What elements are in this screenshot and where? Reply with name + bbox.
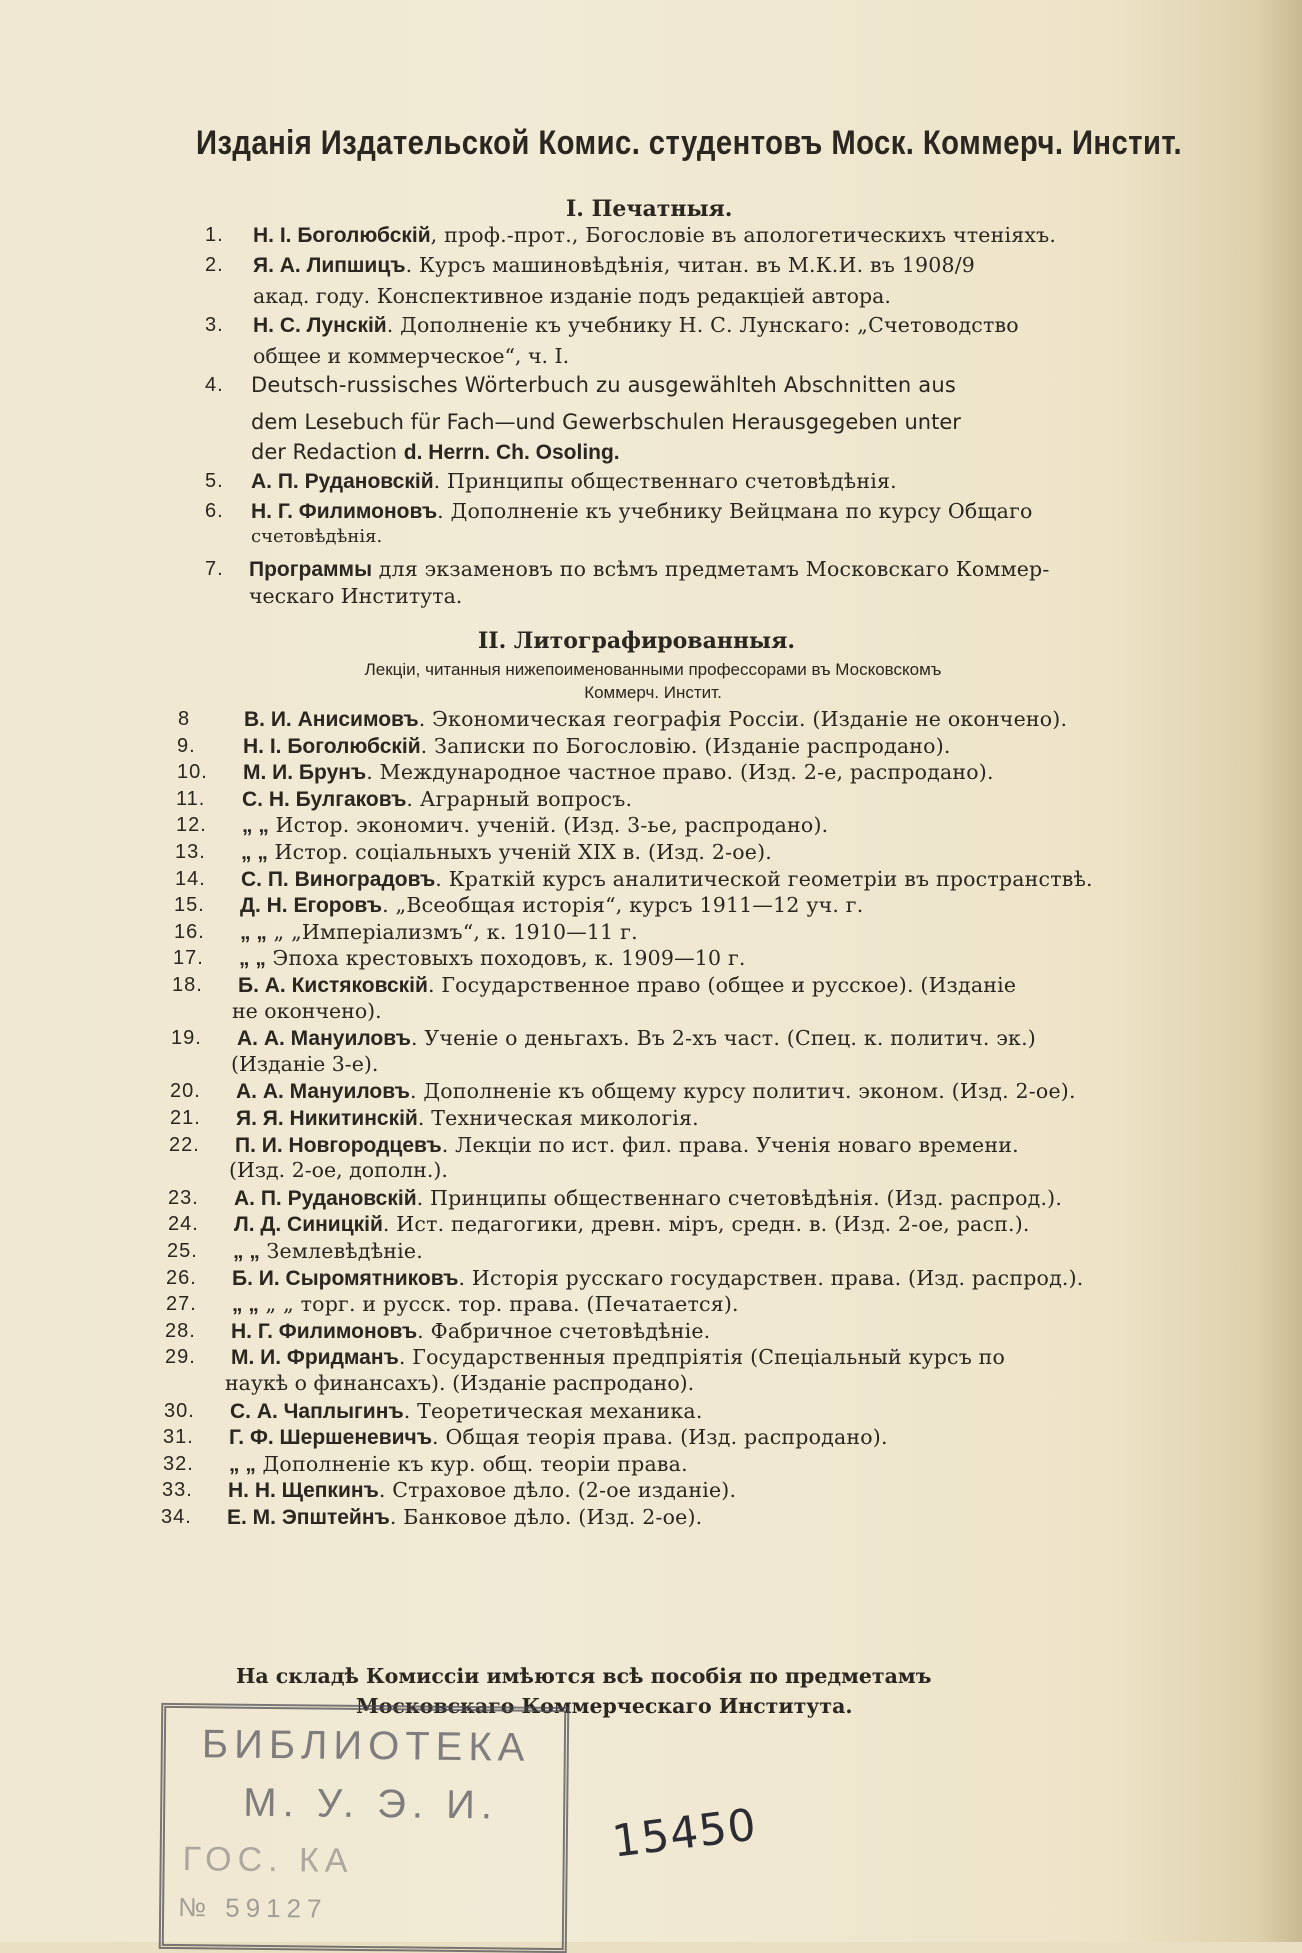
item-text: . Принципы общественнаго счетовѣдѣнія. (Изд. распрод.). (416, 1185, 1063, 1210)
item-author: „ „ (240, 920, 267, 944)
item-text: . Краткій курсъ аналитической геометріи въ пространствѣ. (435, 866, 1093, 891)
item-number: 29. (165, 1346, 196, 1369)
item-text: . „Всеобщая исторія“, курсъ 1911—12 уч. г. (382, 893, 864, 918)
item-author: Г. Ф. Шершеневичъ (229, 1426, 433, 1450)
item-number: 28. (165, 1319, 196, 1342)
item-continuation: наукѣ о финансахъ). (Изданіе распродано). (225, 1371, 695, 1395)
item-text: , проф.-прот., Богословіе въ апологетическихъ чтеніяхъ. (430, 223, 1057, 247)
item-number: 22. (169, 1133, 200, 1156)
item-text: . Теоретическая механика. (403, 1398, 703, 1423)
item-author: Программы (249, 558, 373, 581)
item-number: 2. (205, 254, 224, 276)
item-text: . Дополненіе къ учебнику Н. С. Лунскаго: „Счетоводство (386, 313, 1019, 337)
item-text: . Курсъ машиновѣдѣнія, читан. въ М.К.И. въ 1908/9 (405, 253, 976, 277)
item-number: 32. (163, 1452, 194, 1475)
section-2-subtitle: Лекціи, читанныя нижепоименованными профессорами въ Московскомъ (364, 660, 942, 679)
item-text: Землевѣдѣніе. (259, 1239, 423, 1263)
item-number: 6. (205, 500, 224, 522)
item-number: 3. (205, 314, 224, 336)
item-continuation: (Изд. 2-ое, дополн.). (229, 1158, 448, 1183)
item-text: . Аграрный вопросъ. (406, 786, 633, 811)
item-author: М. И. Брунъ (243, 761, 367, 785)
item-number: 23. (168, 1186, 199, 1209)
item-author: „ „ (242, 814, 269, 838)
footer-note: На складѣ Комиссіи имѣются всѣ пособія по предметамъ (236, 1664, 932, 1688)
item-number: 24. (168, 1213, 199, 1236)
item-text: . Международное частное право. (Изд. 2-е, распродано). (366, 760, 994, 785)
item-author: П. И. Новгородцевъ (235, 1133, 442, 1157)
item-text: Эпоха крестовыхъ походовъ, к. 1909—10 г. (265, 946, 746, 971)
item-author: Н. І. Боголюбскій (253, 224, 431, 247)
item-number: 27. (166, 1293, 197, 1316)
item-number: 31. (163, 1426, 194, 1449)
item-continuation: счетовѣдѣнія. (251, 526, 383, 547)
item-number: 19. (171, 1027, 202, 1050)
stamp-text: ГОС. КА (182, 1840, 354, 1880)
item-text: Истор. экономич. ученій. (Изд. 3-ье, распродано). (268, 813, 829, 838)
item-text: . Общая теорія права. (Изд. распродано). (432, 1425, 888, 1450)
item-author: Н. Г. Филимоновъ (251, 500, 438, 523)
item-text: Дополненіе къ кур. общ. теоріи права. (255, 1451, 688, 1476)
item-text: . Лекціи по ист. фил. права. Ученія новаго времени. (441, 1132, 1019, 1157)
item-text: . Ист. педагогики, древн. міръ, средн. в. (Изд. 2-ое, расп.). (382, 1212, 1030, 1237)
item-number: 20. (170, 1080, 201, 1103)
item-text: Истор. соціальныхъ ученій XIX в. (Изд. 2-ое). (267, 840, 773, 864)
item-continuation: (Изданіе 3-е). (231, 1051, 379, 1076)
item-number: 18. (172, 974, 203, 996)
item-number: 5. (205, 470, 224, 492)
item-text: . Принципы общественнаго счетовѣдѣнія. (433, 469, 897, 493)
item-author: Б. И. Сыромятниковъ (232, 1266, 459, 1290)
item-number: 4. (205, 374, 224, 396)
item-continuation-text: der Redaction (251, 440, 398, 464)
item-author: „ „ (239, 947, 266, 971)
item-number: 34. (161, 1506, 192, 1528)
item-continuation: dem Lesebuch für Fach—und Gewerbschulen Herausgegeben unter (251, 410, 961, 434)
item-continuation: общее и коммерческое“, ч. I. (253, 344, 570, 368)
item-number: 1. (205, 224, 224, 246)
item-text: . Записки по Богословію. (Изданіе распродано). (420, 733, 951, 758)
item-number: 26. (166, 1266, 197, 1289)
item-author: Л. Д. Синицкій (234, 1213, 383, 1237)
page-title: Изданія Издательской Комис. студентовъ Моск. Коммерч. Инстит. (196, 124, 1183, 162)
item-number: 8 (178, 708, 191, 730)
item-number: 15. (174, 894, 205, 917)
item-continuation: ческаго Института. (249, 584, 463, 608)
handwritten-number: 15450 (609, 1799, 760, 1868)
item-author: А. А. Мануиловъ (237, 1027, 411, 1051)
item-author: А. П. Рудановскій (234, 1186, 417, 1210)
item-number: 13. (175, 841, 206, 863)
item-author: А. П. Рудановскій (251, 470, 434, 493)
item-author: „ „ (232, 1293, 259, 1317)
item-text: . Страховое дѣло. (2-ое изданіе). (378, 1478, 737, 1503)
item-author: „ „ (229, 1452, 256, 1476)
item-text: . Фабричное счетовѣдѣніе. (417, 1318, 711, 1343)
item-number: 25. (167, 1240, 198, 1262)
item-author: Я. А. Липшицъ (253, 254, 406, 277)
item-text: . Дополненіе къ учебнику Вейцмана по курсу Общаго (437, 499, 1033, 523)
item-number: 9. (177, 734, 196, 757)
item-author: Д. Н. Егоровъ (240, 894, 383, 918)
library-stamp (159, 1703, 570, 1953)
item-author: Н. Н. Щепкинъ (228, 1479, 379, 1503)
item-text: . Банковое дѣло. (Изд. 2-ое). (389, 1505, 703, 1529)
item-number: 16. (174, 920, 205, 943)
item-number: 12. (176, 814, 207, 837)
item-continuation (251, 440, 620, 465)
item-author: С. А. Чаплыгинъ (230, 1399, 404, 1423)
item-text: . Техническая микологія. (417, 1106, 699, 1130)
item-number: 10. (177, 761, 208, 784)
item-author: Я. Я. Никитинскій (236, 1107, 418, 1130)
item-text: для экзаменовъ по всѣмъ предметамъ Московскаго Коммер- (372, 557, 1050, 581)
item-author: Б. А. Кистяковскій (238, 974, 428, 997)
item-text: . Дополненіе къ общему курсу политич. эконом. (Изд. 2-ое). (409, 1079, 1076, 1104)
item-text: . Государственныя предпріятія (Спеціальный курсъ по (398, 1345, 1006, 1370)
item-number: 33. (162, 1479, 193, 1502)
stamp-text: М. У. Э. И. (243, 1780, 499, 1828)
item-text: „ „ торг. и русск. тор. права. (Печатается). (258, 1292, 739, 1317)
item-number: 17. (173, 947, 204, 970)
section-2-title: II. Литографированныя. (478, 628, 796, 654)
item-author: Н. Г. Филимоновъ (231, 1319, 418, 1343)
item-text: . Ученіе о деньгахъ. Въ 2-хъ част. (Спец. к. политич. эк.) (410, 1026, 1036, 1051)
item-number: 30. (164, 1399, 195, 1422)
item-author: С. Н. Булгаковъ (242, 787, 407, 811)
section-2-subtitle: Коммерч. Инстит. (584, 683, 722, 702)
item-number: 7. (205, 558, 224, 580)
item-number: 21. (170, 1107, 201, 1129)
item-author: Н. С. Лунскій (253, 314, 387, 337)
item-author: Е. М. Эпштейнъ (227, 1506, 390, 1529)
item-continuation: акад. году. Конспективное изданіе подъ редакціей автора. (253, 284, 891, 308)
item-author: А. А. Мануиловъ (236, 1080, 410, 1104)
item-author: В. И. Анисимовъ (244, 708, 419, 731)
section-1-title: I. Печатныя. (566, 196, 733, 222)
item-text: . Государственное право (общее и русское). (Изданіе (427, 973, 1017, 997)
stamp-text: БИБЛИОТЕКА (201, 1722, 531, 1770)
item-text: Deutsch-russisches Wörterbuch zu ausgewählteh Abschnitten aus (251, 373, 957, 397)
item-text: . Экономическая географія Россіи. (Изданіе не окончено). (418, 707, 1068, 731)
item-author: „ „ (233, 1240, 260, 1263)
item-author: „ „ (241, 841, 268, 864)
item-text: „ „Имперіализмъ“, к. 1910—11 г. (266, 919, 638, 944)
item-author: Н. І. Боголюбскій (243, 734, 421, 758)
item-text: . Исторія русскаго государствен. права. (Изд. распрод.). (458, 1265, 1084, 1290)
item-author: М. И. Фридманъ (231, 1346, 399, 1370)
item-author: С. П. Виноградовъ (241, 867, 436, 891)
item-editor: d. Herrn. Ch. Osoling. (403, 441, 620, 464)
item-continuation: не окончено). (232, 998, 382, 1023)
footer-note: Московскаго Коммерческаго Института. (356, 1694, 853, 1718)
stamp-text: № 59127 (178, 1892, 328, 1924)
item-number: 11. (176, 787, 206, 810)
item-number: 14. (175, 867, 206, 890)
